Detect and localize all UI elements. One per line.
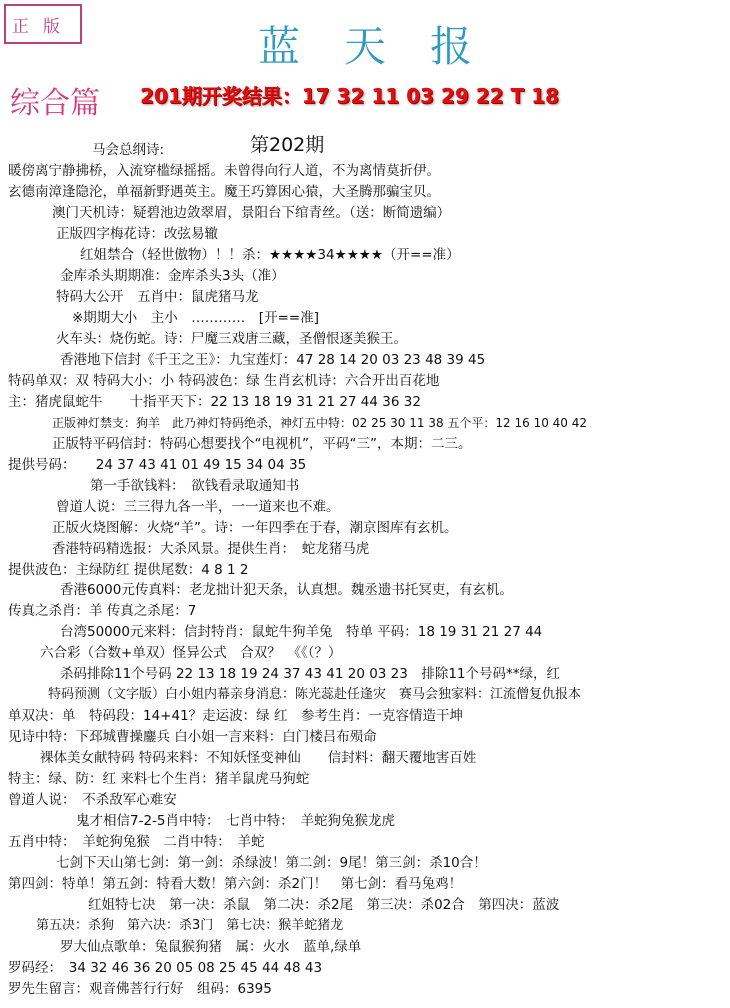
text-line: 主：猪虎鼠蛇牛 十指平天下：22 13 18 19 31 21 27 44 36 32 (8, 393, 421, 410)
text-line: 第五决：杀狗 第六决：杀3门 第七决：猴羊蛇猪龙 (36, 918, 344, 934)
issue-number: 第202期 (250, 134, 325, 156)
text-line: 第一手欲钱料： 欲钱看录取通知书 (90, 477, 300, 494)
text-line: 罗大仙点歌单：兔鼠猴狗猪 属：火水 蓝单,绿单 (60, 939, 362, 956)
text-line: 澳门天机诗：疑碧池边敛翠眉，景阳台下绾青丝。（送：断简遗编） (52, 204, 451, 221)
text-line: 见诗中特：下邳城曹操鏖兵 白小姐一言来料：白门楼吕布殒命 (8, 729, 377, 746)
text-line: 提供波色：主绿防红 提供尾数：4 8 1 2 (8, 561, 249, 578)
newspaper-masthead: 蓝天报 (257, 22, 516, 71)
text-line: 第四剑：特单！第五剑：特看大数！第六剑：杀2门！ 第七剑：看马兔鸡！ (8, 876, 463, 893)
text-line: 曾道人说： 不杀敌军心难安 (8, 792, 177, 809)
text-line: 正版特平码信封：特码心想要找个“电视机”，平码“三”，本期：二三。 (52, 435, 472, 452)
text-line: 正版火烧图解：火烧“羊”。诗：一年四季在于春，潮京图库有玄机。 (52, 519, 458, 536)
text-line: 杀码排除11个号码 22 13 18 19 24 37 43 41 20 03 23 排除11个号码**绿，红 (60, 666, 561, 683)
text-line: 特码大公开 五肖中：鼠虎猪马龙 (56, 288, 259, 305)
text-line: 香港特码精选报：大杀风景。提供生肖： 蛇龙猪马虎 (52, 540, 370, 557)
text-line: 香港6000元传真料：老龙拙计犯天条，认真想。魏丞遗书托冥吏，有玄机。 (60, 582, 513, 599)
text-line: 特码预测（文字版）白小姐内幕亲身消息：陈光蕊赴任逢灾 赛马会独家料：江流僧复仇报本 (48, 687, 582, 703)
text-line: 暖傍离宁静拂桥，入流穿槛绿摇摇。未曾得向行人道，不为离情莫折伊。 (8, 162, 440, 179)
text-line: 裸体美女献特码 特码来料：不知妖怪变神仙 信封料：翻天覆地害百姓 (40, 750, 477, 767)
text-line: 红姐禁合（轻世傲物）！！杀：★★★★34★★★★（开==准） (80, 246, 460, 263)
text-line: 正版四字梅花诗：改弦易辙 (56, 225, 218, 242)
text-line: 六合彩（合数+单双）怪异公式 合双？ 《《（？） (40, 645, 342, 662)
text-line: 金库杀头期期准：金库杀头3头（准） (60, 267, 285, 284)
text-line: 罗先生留言：观音佛菩行行好 组码：6395 (8, 981, 272, 998)
text-line: 马会总纲诗: (92, 142, 165, 158)
draw-result-banner: 201期开奖结果：17 32 11 03 29 22 T 18 (140, 84, 559, 108)
text-line: 提供号码： 24 37 43 41 01 49 15 34 04 35 (8, 456, 307, 473)
genuine-edition-stamp: 正版 (4, 4, 82, 44)
section-title: 综合篇 (10, 86, 100, 121)
text-line: 传真之杀肖：羊 传真之杀尾：7 (8, 603, 197, 620)
text-line: 特码单双：双 特码大小：小 特码波色：绿 生肖玄机诗：六合开出百花地 (8, 372, 440, 389)
text-line: 正版神灯禁支：狗羊 此乃神灯特码绝杀，神灯五中特：02 25 30 11 38 五个平：12 16 10 40 42 (52, 415, 588, 430)
text-line: 单双决：单 特码段：14+41？走运波：绿 红 参考生肖：一克容情造干坤 (8, 708, 463, 725)
text-line: ※期期大小 主小 ………… [开==准] (72, 309, 319, 326)
text-line: 七剑下天山第七剑：第一剑：杀绿波！第二剑：9尾！第三剑：杀10合！ (56, 855, 487, 872)
text-line: 火车头：烧伤蛇。诗：尸魔三戏唐三藏，圣僧恨逐美猴王。 (56, 330, 407, 347)
text-line: 罗码经： 34 32 46 36 20 05 08 25 45 44 48 43 (8, 960, 323, 977)
text-line: 鬼才相信7-2-5肖中特： 七肖中特： 羊蛇狗兔猴龙虎 (76, 813, 396, 830)
text-line: 玄德南漳逢隐沦，单福新野遇英主。魔王巧算困心猿，大圣腾那骗宝贝。 (8, 183, 440, 200)
text-line: 台湾50000元来料：信封特肖：鼠蛇牛狗羊兔 特单 平码：18 19 31 21 27 44 (60, 624, 543, 641)
text-line: 五肖中特： 羊蛇狗兔猴 二肖中特： 羊蛇 (8, 834, 265, 851)
text-line: 特主：绿、防：红 来料七个生肖：猪羊鼠虎马狗蛇 (8, 771, 310, 788)
text-line: 香港地下信封《千王之王》：九宝莲灯：47 28 14 20 03 23 48 39 45 (60, 351, 486, 368)
text-line: 红姐特七决 第一决：杀鼠 第二决：杀2尾 第三决：杀02合 第四决：蓝波 (88, 897, 560, 914)
text-line: 曾道人说：三三得九各一半，一一道来也不难。 (56, 498, 340, 515)
